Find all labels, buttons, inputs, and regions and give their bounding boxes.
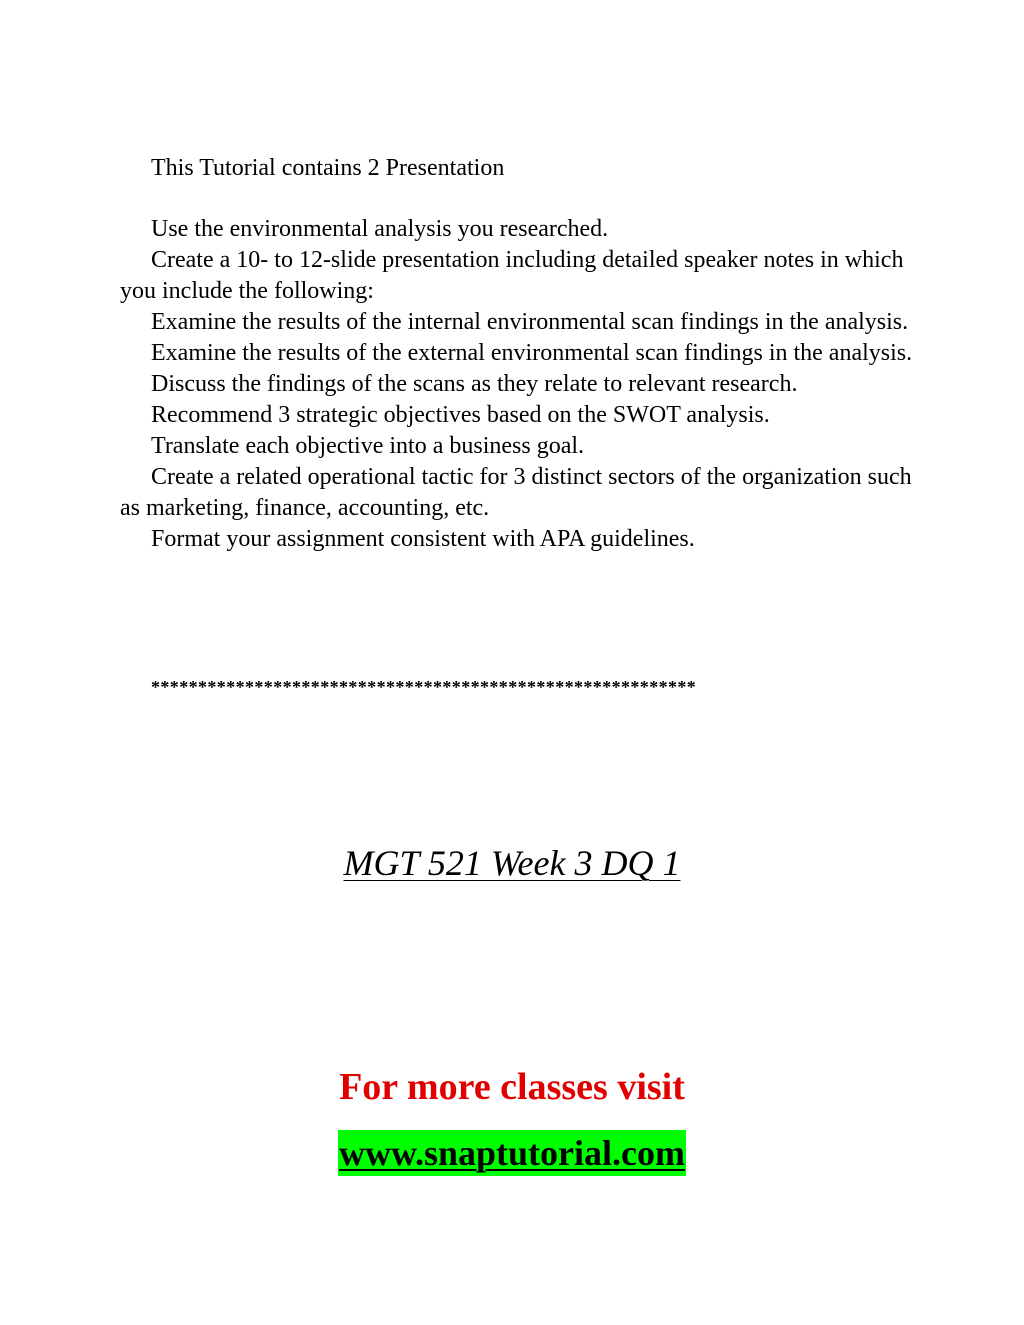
course-heading-text: MGT 521 Week 3 DQ 1 (343, 843, 681, 883)
website-link[interactable]: www.snaptutorial.com (338, 1130, 686, 1176)
tutorial-intro: This Tutorial contains 2 Presentation (151, 155, 505, 181)
promo-text: For more classes visit (339, 1066, 685, 1108)
instruction-paragraph: Recommend 3 strategic objectives based on the SWOT analysis. (151, 402, 770, 428)
instruction-paragraph: Translate each objective into a business goal. (151, 433, 585, 459)
instruction-paragraph: Examine the results of the external environmental scan findings in the analysis. (151, 340, 913, 366)
instruction-paragraph: Examine the results of the internal environmental scan findings in the analysis. (151, 309, 909, 335)
course-heading (0, 838, 1024, 888)
instruction-paragraph: Format your assignment consistent with APA guidelines. (151, 526, 695, 552)
promo-link-container (0, 1130, 1024, 1176)
instruction-paragraph: Create a 10- to 12-slide presentation including detailed speaker notes in which you include the following: (120, 247, 904, 304)
instruction-paragraph: Use the environmental analysis you researched. (151, 216, 609, 242)
assignment-instructions (120, 214, 920, 555)
instruction-paragraph: Discuss the findings of the scans as they relate to relevant research. (151, 371, 798, 397)
asterisk-separator: ********************************************************** (151, 677, 697, 697)
instruction-paragraph: Create a related operational tactic for 3 distinct sectors of the organization such as marketing, finance, accounting, etc. (120, 464, 912, 521)
